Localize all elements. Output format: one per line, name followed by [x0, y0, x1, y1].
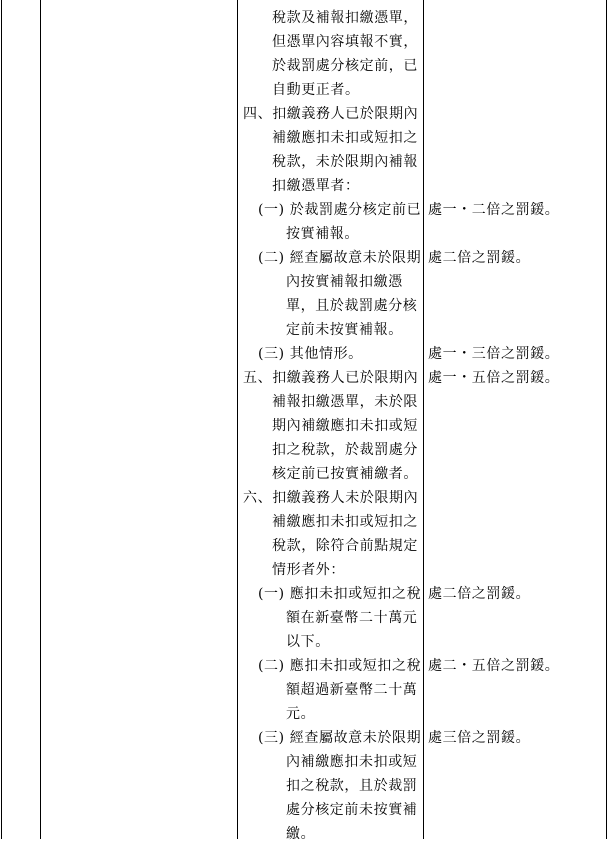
law-line: 扣之稅款，且於裁罰: [286, 778, 418, 794]
table-divider-2: [237, 0, 238, 839]
law-line: 額超過新臺幣二十萬: [286, 682, 418, 698]
penalty-text: 處二倍之罰鍰。: [428, 586, 531, 602]
law-item-6: 六、扣繳義務人未於限期內: [243, 490, 419, 506]
law-line: 稅款及補報扣繳憑單，: [272, 10, 418, 26]
law-line: 內按實補報扣繳憑: [286, 274, 403, 290]
law-item-5: 五、扣繳義務人已於限期內: [243, 370, 419, 386]
law-subitem: (三) 其他情形。: [258, 346, 363, 362]
law-line: 稅款，未於限期內補報: [272, 154, 418, 170]
table-border-left: [1, 0, 2, 839]
law-line: 補繳應扣未扣或短扣之: [272, 514, 418, 530]
law-line: 定前未按實補報。: [286, 322, 403, 338]
law-item-4: 四、扣繳義務人已於限期內: [243, 106, 419, 122]
law-line: 處分核定前未按實補: [286, 802, 418, 818]
law-line: 核定前已按實補繳者。: [272, 466, 418, 482]
law-subitem: (一) 於裁罰處分核定前已: [258, 202, 422, 218]
law-line: 補報扣繳憑單，未於限: [272, 394, 418, 410]
law-subitem: (二) 經查屬故意未於限期: [258, 250, 422, 266]
penalty-text: 處一・五倍之罰鍰。: [428, 370, 560, 386]
law-line: 內補繳應扣未扣或短: [286, 754, 418, 770]
penalty-text: 處三倍之罰鍰。: [428, 730, 531, 746]
law-line: 元。: [286, 706, 316, 722]
penalty-text: 處二倍之罰鍰。: [428, 250, 531, 266]
penalty-text: 處二・五倍之罰鍰。: [428, 658, 560, 674]
law-line: 扣之稅款，於裁罰處分: [272, 442, 418, 458]
table-border-right: [606, 0, 607, 839]
law-line: 以下。: [286, 634, 330, 650]
table-divider-3: [423, 0, 424, 839]
law-line: 自動更正者。: [272, 82, 360, 98]
law-line: 期內補繳應扣未扣或短: [272, 418, 418, 434]
law-line: 扣繳憑單者：: [272, 178, 360, 194]
law-line: 單，且於裁罰處分核: [286, 298, 418, 314]
law-subitem: (三) 經查屬故意未於限期: [258, 730, 422, 746]
law-line: 於裁罰處分核定前，已: [272, 58, 418, 74]
law-line: 但憑單內容填報不實，: [272, 34, 418, 50]
law-line: 情形者外：: [272, 562, 345, 578]
law-line: 稅款，除符合前點規定: [272, 538, 418, 554]
law-line: 繳。: [286, 826, 316, 842]
law-line: 補繳應扣未扣或短扣之: [272, 130, 418, 146]
penalty-text: 處一・二倍之罰鍰。: [428, 202, 560, 218]
law-line: 按實補報。: [286, 226, 359, 242]
law-subitem: (一) 應扣未扣或短扣之稅: [258, 586, 422, 602]
penalty-text: 處一・三倍之罰鍰。: [428, 346, 560, 362]
table-divider-1: [40, 0, 41, 839]
law-line: 額在新臺幣二十萬元: [286, 610, 418, 626]
law-subitem: (二) 應扣未扣或短扣之稅: [258, 658, 422, 674]
